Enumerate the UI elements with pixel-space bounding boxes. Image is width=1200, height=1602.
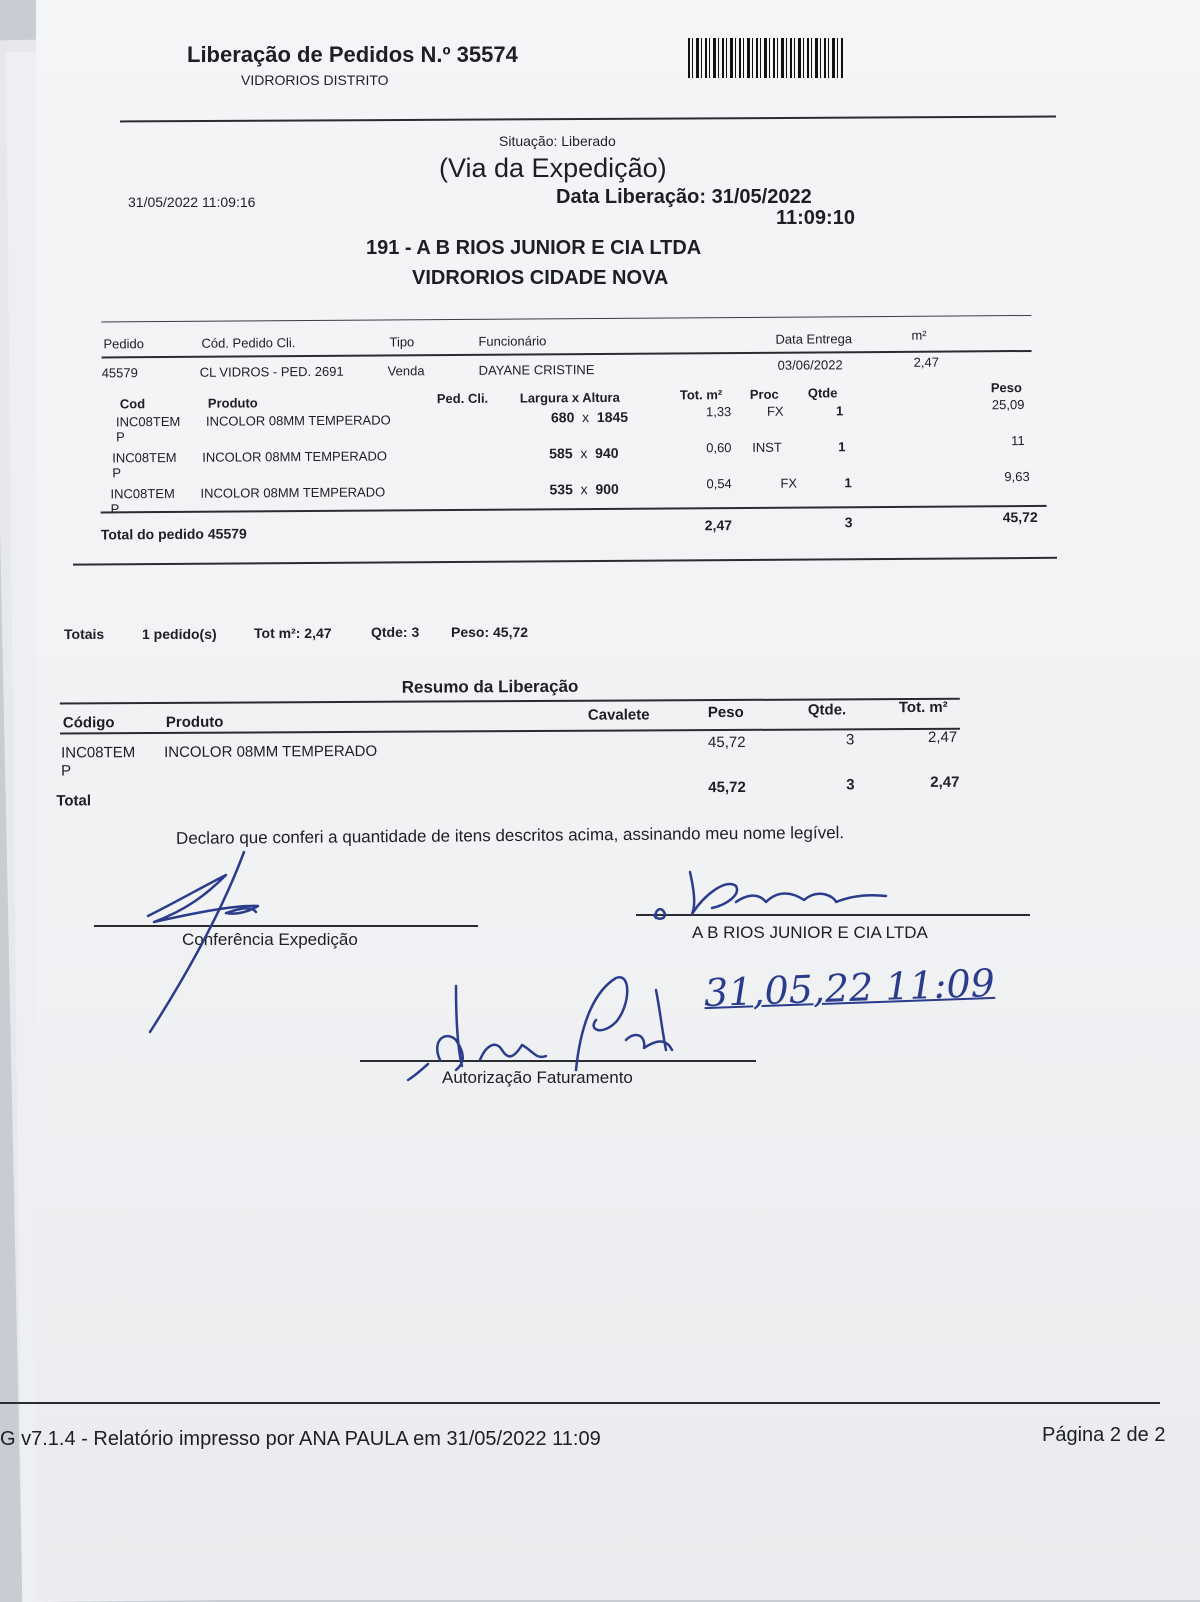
document-page bbox=[36, 0, 1200, 1600]
item-size: 585 x 940 bbox=[549, 444, 619, 462]
handwritten-signatures bbox=[36, 0, 1200, 1200]
totals-label: Totais bbox=[64, 626, 105, 642]
item-code: INC08TEM P bbox=[110, 485, 175, 517]
summary-header-produto: Produto bbox=[165, 713, 224, 731]
summary-qtde: 3 bbox=[845, 731, 855, 749]
col-header-tipo: Tipo bbox=[389, 334, 415, 350]
signature-conferencia bbox=[148, 875, 258, 922]
item-product: INCOLOR 08MM TEMPERADO bbox=[202, 448, 387, 465]
item-peso: 9,63 bbox=[1004, 468, 1030, 485]
item-qtde: 1 bbox=[835, 403, 844, 419]
summary-peso: 45,72 bbox=[707, 733, 746, 752]
item-header-produto: Produto bbox=[207, 395, 258, 411]
summary-code: INC08TEM P bbox=[61, 744, 136, 780]
document-title: Liberação de Pedidos N.º 35574 bbox=[187, 42, 518, 67]
item-header-proc: Proc bbox=[749, 386, 779, 402]
summary-total-peso: 45,72 bbox=[708, 778, 746, 797]
signature-autorizacao bbox=[408, 977, 672, 1080]
item-product: INCOLOR 08MM TEMPERADO bbox=[200, 484, 386, 501]
footer-page-number: Página 2 de 2 bbox=[1042, 1424, 1166, 1446]
signature-conferencia-stroke bbox=[150, 852, 244, 1032]
release-date: Data Liberação: 31/05/2022 bbox=[556, 186, 812, 208]
item-proc: FX bbox=[766, 403, 784, 419]
item-header-peso: Peso bbox=[990, 380, 1022, 396]
item-product: INCOLOR 08MM TEMPERADO bbox=[205, 412, 391, 429]
item-tot-m2: 1,33 bbox=[705, 404, 732, 420]
item-size: 535 x 900 bbox=[549, 480, 619, 498]
item-header-qtde: Qtde bbox=[807, 385, 838, 401]
order-delivery-date: 03/06/2022 bbox=[777, 357, 843, 373]
status-text: Situação: Liberado bbox=[499, 133, 616, 149]
item-tot-m2: 0,60 bbox=[706, 440, 732, 456]
totals-orders: 1 pedido(s) bbox=[142, 626, 217, 642]
totals-qtde: Qtde: 3 bbox=[371, 624, 420, 640]
col-header-funcionario: Funcionário bbox=[478, 333, 547, 349]
summary-total-qtde: 3 bbox=[846, 776, 855, 794]
order-total-m2: 2,47 bbox=[704, 517, 733, 534]
order-number: 45579 bbox=[101, 365, 138, 381]
item-peso: 25,09 bbox=[991, 397, 1025, 413]
item-qtde: 1 bbox=[844, 475, 852, 491]
totals-peso: Peso: 45,72 bbox=[451, 624, 529, 640]
summary-header-tot-m2: Tot. m² bbox=[898, 698, 948, 717]
order-type: Venda bbox=[387, 363, 425, 379]
summary-tot-m2: 2,47 bbox=[927, 728, 958, 746]
footer-print-info: G v7.1.4 - Relatório impresso por ANA PAULA em 31/05/2022 11:09 bbox=[0, 1428, 601, 1450]
order-total-peso: 45,72 bbox=[1002, 508, 1038, 526]
release-time: 11:09:10 bbox=[776, 207, 855, 229]
item-header-tot-m2: Tot. m² bbox=[679, 387, 723, 403]
signature-label-company: A B RIOS JUNIOR E CIA LTDA bbox=[692, 923, 928, 942]
summary-title: Resumo da Liberação bbox=[401, 676, 579, 697]
summary-header-qtde: Qtde. bbox=[807, 701, 847, 719]
signature-company bbox=[654, 872, 886, 919]
item-proc: FX bbox=[780, 475, 798, 491]
item-size: 680 x 1845 bbox=[550, 408, 629, 426]
summary-header-cavalete: Cavalete bbox=[587, 706, 650, 724]
order-m2: 2,47 bbox=[913, 354, 939, 370]
signature-label-autorizacao: Autorização Faturamento bbox=[442, 1068, 633, 1087]
item-peso: 11 bbox=[1011, 433, 1025, 449]
col-header-pedido: Pedido bbox=[103, 336, 144, 352]
col-header-data-entrega: Data Entrega bbox=[775, 331, 853, 347]
client-name: 191 - A B RIOS JUNIOR E CIA LTDA bbox=[366, 237, 702, 259]
print-datetime: 31/05/2022 11:09:16 bbox=[128, 194, 256, 210]
order-employee: DAYANE CRISTINE bbox=[478, 362, 595, 378]
item-qtde: 1 bbox=[838, 439, 846, 455]
item-header-ped-cli: Ped. Cli. bbox=[436, 390, 489, 407]
item-tot-m2: 0,54 bbox=[706, 476, 732, 492]
item-proc: INST bbox=[752, 439, 782, 455]
item-code: INC08TEM P bbox=[115, 413, 181, 445]
order-total-qtde: 3 bbox=[844, 514, 853, 531]
summary-product: INCOLOR 08MM TEMPERADO bbox=[164, 742, 378, 761]
order-total-label: Total do pedido 45579 bbox=[100, 525, 247, 543]
summary-header-peso: Peso bbox=[707, 703, 744, 722]
copy-type: (Via da Expedição) bbox=[439, 153, 667, 183]
col-header-m2: m² bbox=[911, 327, 927, 343]
signature-label-conferencia: Conferência Expedição bbox=[182, 930, 358, 949]
summary-total-label: Total bbox=[56, 792, 92, 810]
item-code: INC08TEM P bbox=[112, 449, 177, 481]
totals-m2: Tot m²: 2,47 bbox=[254, 625, 332, 641]
footer-line bbox=[0, 1402, 1160, 1404]
handwritten-date: 31,05,22 11:09 bbox=[703, 960, 996, 1016]
summary-header-codigo: Código bbox=[62, 714, 115, 732]
item-header-dimensions: Largura x Altura bbox=[519, 389, 620, 406]
order-client-code: CL VIDROS - PED. 2691 bbox=[199, 363, 344, 380]
summary-total-tot-m2: 2,47 bbox=[930, 773, 960, 791]
item-header-cod: Cod bbox=[119, 396, 146, 412]
client-store: VIDRORIOS CIDADE NOVA bbox=[412, 267, 669, 289]
company-name: VIDRORIOS DISTRITO bbox=[241, 72, 389, 88]
declaration-text: Declaro que conferi a quantidade de itens descritos acima, assinando meu nome legível. bbox=[175, 823, 845, 848]
col-header-cod-pedido-cli: Cód. Pedido Cli. bbox=[201, 335, 296, 351]
